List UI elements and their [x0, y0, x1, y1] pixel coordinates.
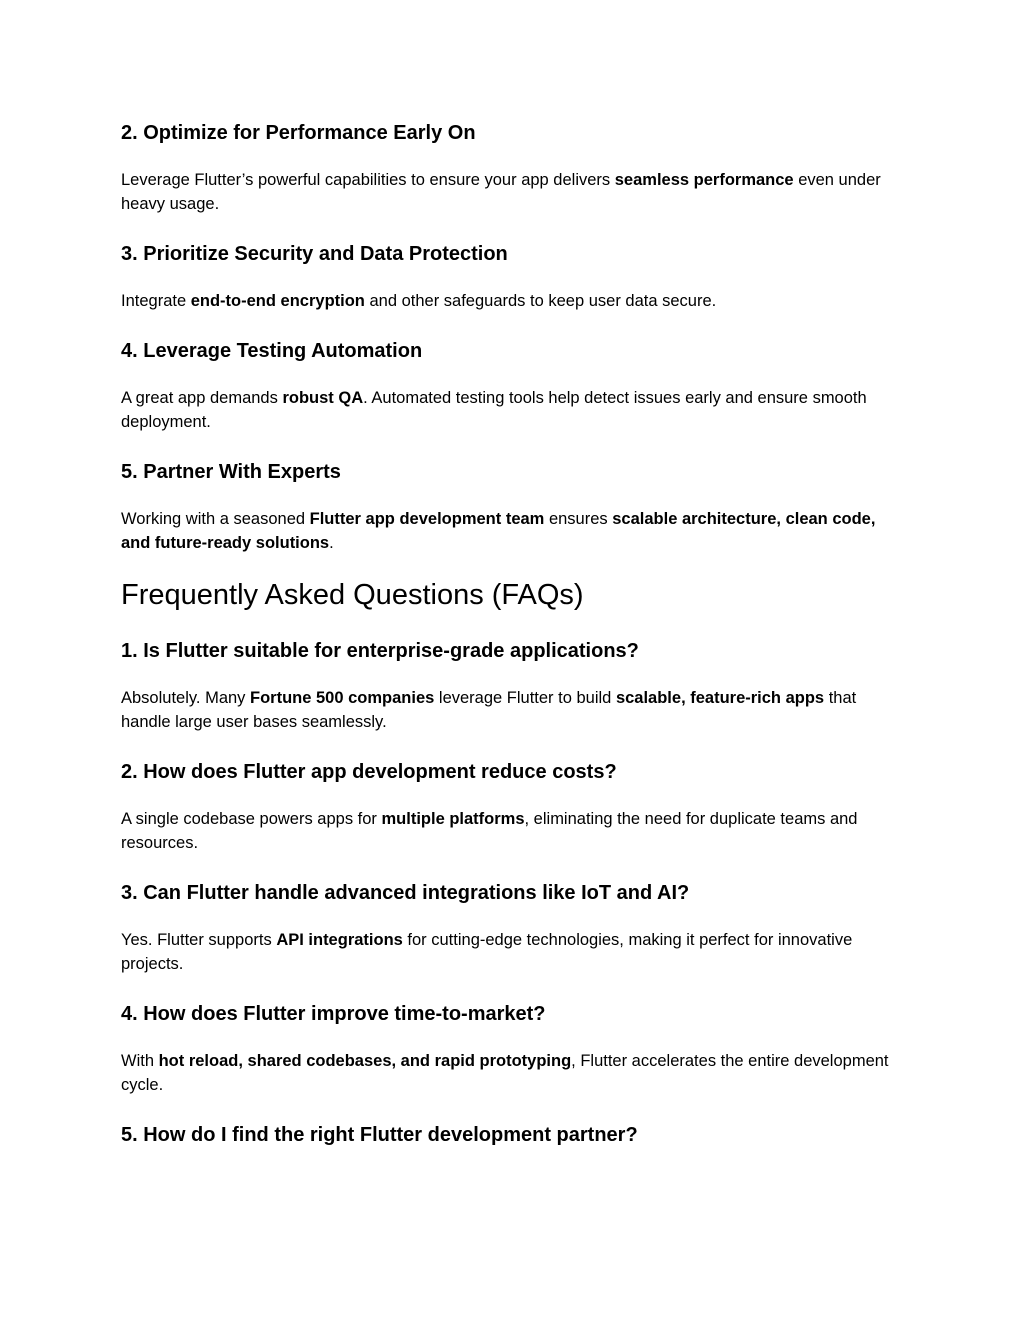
text-run: .: [329, 534, 334, 552]
text-run: that handle large user bases seamlessly.: [121, 689, 857, 731]
text-run: ensures: [544, 510, 613, 528]
section-heading: 4. Leverage Testing Automation: [121, 340, 423, 362]
text-run: A great app demands: [121, 389, 283, 407]
document-body: [121, 121, 893, 1170]
text-run: Integrate: [121, 292, 191, 310]
text-run: , eliminating the need for duplicate teams and resources.: [121, 810, 858, 852]
bold-text: hot reload, shared codebases, and rapid prototyping: [158, 1052, 572, 1070]
text-run: for cutting-edge technologies, making it perfect for innovative projects.: [121, 931, 853, 973]
bold-text: robust QA: [282, 389, 364, 407]
section-heading: 5. How do I find the right Flutter development partner?: [121, 1124, 638, 1146]
paragraph: [121, 1049, 893, 1097]
text-run: and other safeguards to keep user data secure.: [364, 292, 717, 310]
bold-text: API integrations: [276, 931, 403, 949]
paragraph: [121, 289, 893, 313]
text-run: leverage Flutter to build: [434, 689, 616, 707]
bold-text: multiple platforms: [381, 810, 525, 828]
paragraph: [121, 386, 893, 434]
text-run: With: [121, 1052, 159, 1070]
paragraph: [121, 507, 893, 555]
section-heading: 1. Is Flutter suitable for enterprise-grade applications?: [121, 640, 639, 662]
text-run: A single codebase powers apps for: [121, 810, 382, 828]
bold-text: Fortune 500 companies: [250, 689, 435, 707]
text-run: Working with a seasoned: [121, 510, 310, 528]
text-run: Absolutely. Many: [121, 689, 251, 707]
bold-text: Flutter app development team: [309, 510, 545, 528]
text-run: , Flutter accelerates the entire development cycle.: [121, 1052, 889, 1094]
text-run: Leverage Flutter’s powerful capabilities to ensure your app delivers: [121, 171, 615, 189]
section-heading: 5. Partner With Experts: [121, 461, 341, 483]
bold-text: seamless performance: [614, 171, 794, 189]
section-heading: 3. Can Flutter handle advanced integrations like IoT and AI?: [121, 882, 690, 904]
paragraph: [121, 807, 893, 855]
section-title: Frequently Asked Questions (FAQs): [121, 579, 584, 611]
text-run: even under heavy usage.: [121, 171, 881, 213]
bold-text: scalable architecture, clean code, and future-ready solutions: [121, 510, 876, 552]
text-run: Yes. Flutter supports: [121, 931, 277, 949]
bold-text: scalable, feature-rich apps: [615, 689, 825, 707]
text-run: . Automated testing tools help detect issues early and ensure smooth deployment.: [121, 389, 867, 431]
paragraph: [121, 686, 893, 734]
paragraph: [121, 928, 893, 976]
section-heading: 4. How does Flutter improve time-to-market?: [121, 1003, 546, 1025]
section-heading: 2. Optimize for Performance Early On: [121, 122, 476, 144]
paragraph: [121, 168, 893, 216]
section-heading: 2. How does Flutter app development reduce costs?: [121, 761, 617, 783]
bold-text: end-to-end encryption: [190, 292, 365, 310]
section-heading: 3. Prioritize Security and Data Protection: [121, 243, 508, 265]
